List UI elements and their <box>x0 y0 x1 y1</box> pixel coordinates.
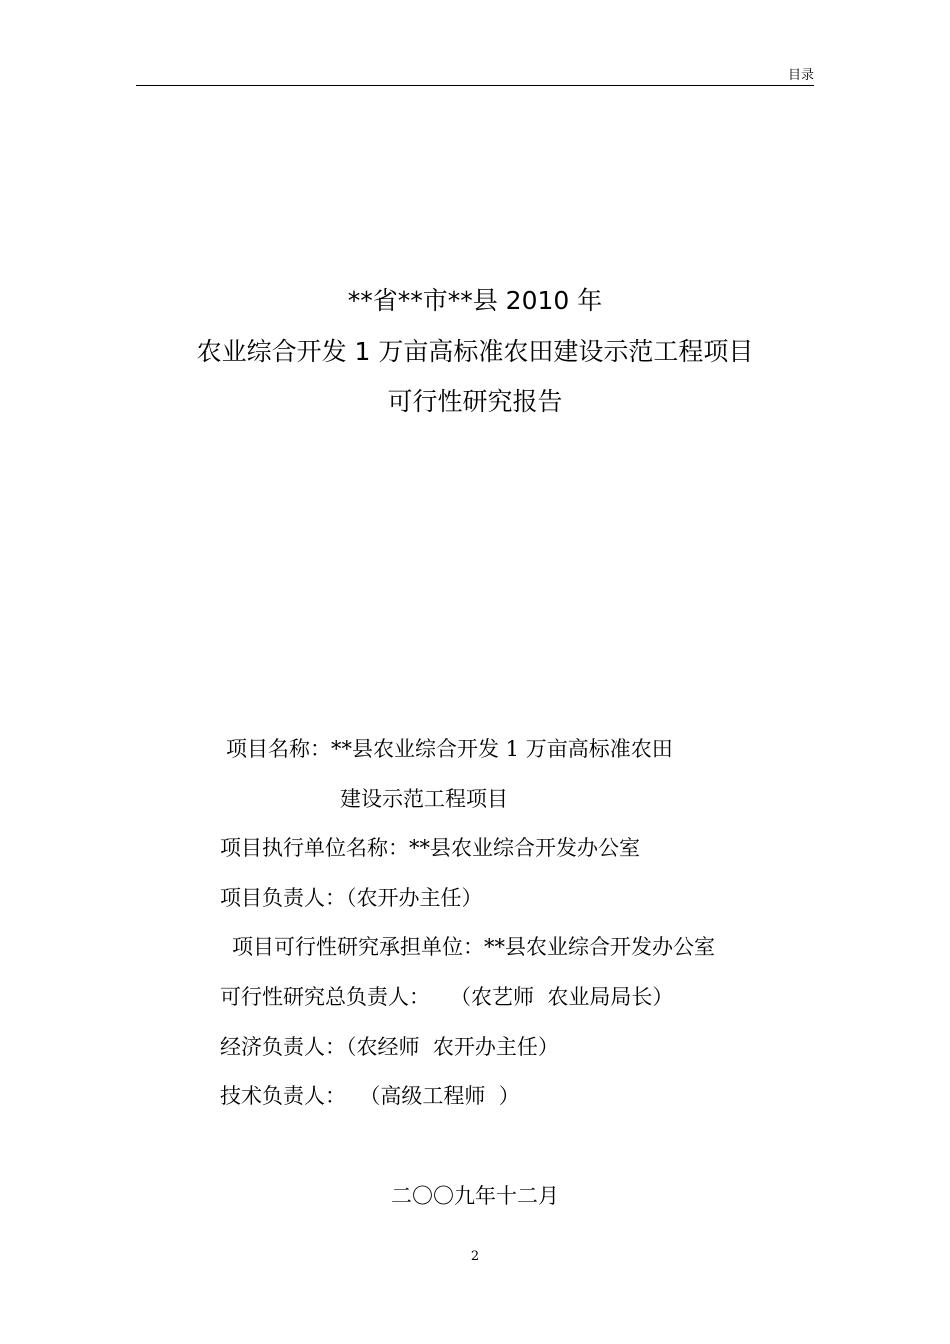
execution-unit: 项目执行单位名称：**县农业综合开发办公室 <box>220 836 640 860</box>
title-line-3: 可行性研究报告 <box>387 387 563 416</box>
title-line-2: 农业综合开发 1 万亩高标准农田建设示范工程项目 <box>196 337 754 366</box>
page-number: 2 <box>470 1249 480 1264</box>
study-leader: 可行性研究总负责人： （农艺师 农业局局长） <box>220 985 674 1009</box>
report-date: 二〇〇九年十二月 <box>391 1184 559 1208</box>
header-rule <box>136 85 814 86</box>
project-name-continued: 建设示范工程项目 <box>340 787 508 811</box>
project-leader: 项目负责人：（农开办主任） <box>220 886 483 910</box>
economic-leader: 经济负责人：（农经师 农开办主任） <box>220 1035 559 1059</box>
technical-leader: 技术负责人： （高级工程师 ） <box>220 1084 520 1108</box>
project-name: 项目名称：**县农业综合开发 1 万亩高标准农田 <box>226 737 673 761</box>
study-unit: 项目可行性研究承担单位：**县农业综合开发办公室 <box>232 935 715 959</box>
title-line-1: **省**市**县 2010 年 <box>347 286 603 315</box>
header-label: 目录 <box>787 68 814 83</box>
